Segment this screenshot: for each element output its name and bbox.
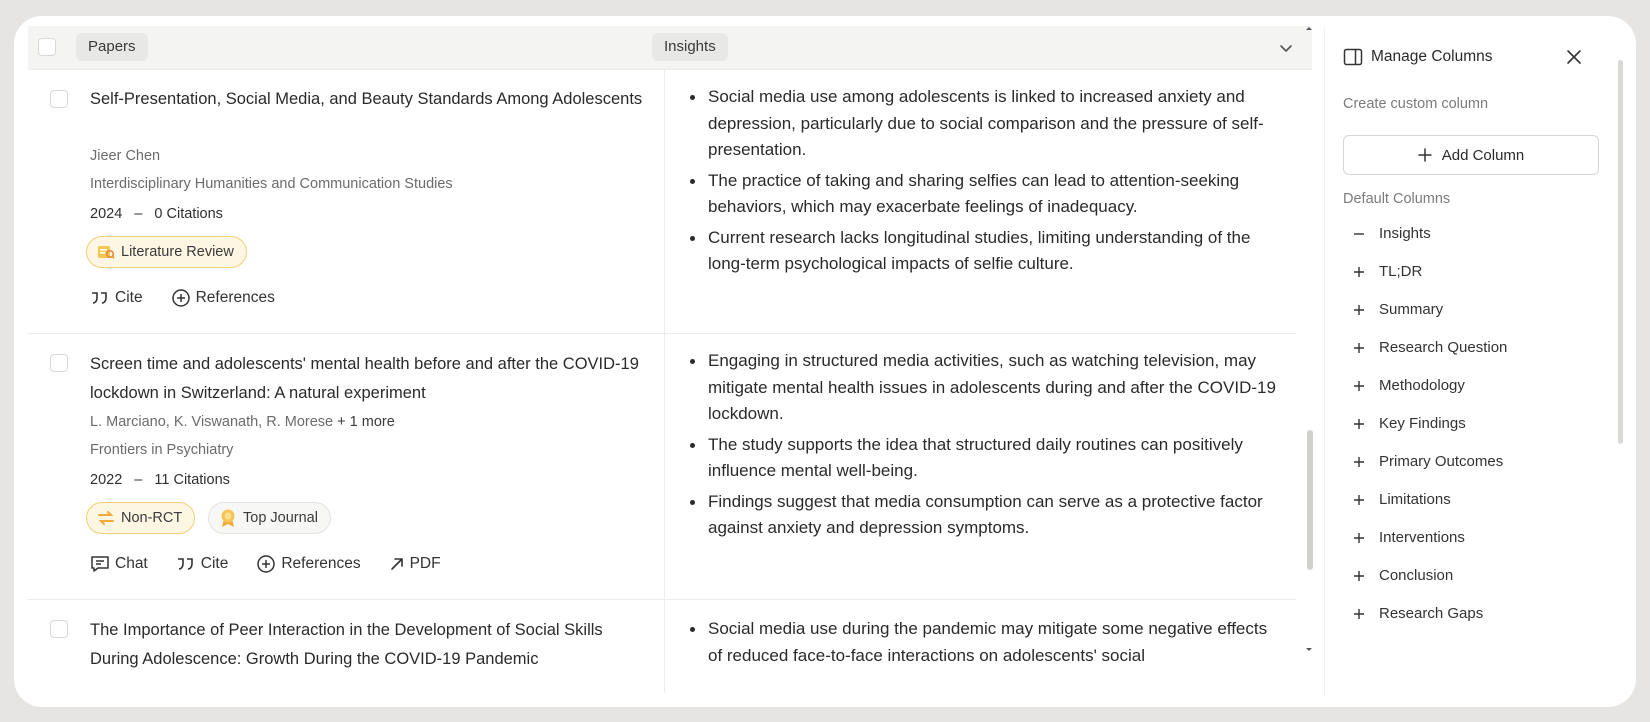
badge-label: Non-RCT [121, 510, 183, 526]
add-column-button[interactable] [1343, 135, 1599, 175]
table-row [28, 70, 1296, 334]
panel-title: Manage Columns [1371, 48, 1493, 65]
insight-item: Social media use among adolescents is linked to increased anxiety and depression, particularly due to social comparison and the pressure of self-presentation. [688, 84, 1278, 164]
paper-authors: L. Marciano, K. Viswanath, R. Morese [90, 414, 334, 430]
award-icon [219, 508, 237, 528]
paper-citations: 0 Citations [154, 206, 223, 222]
close-icon[interactable] [1566, 49, 1582, 65]
plus-circle-icon [171, 288, 191, 308]
scroll-down-icon[interactable] [1304, 646, 1314, 654]
scroll-up-icon[interactable] [1304, 24, 1314, 32]
insights-list [688, 348, 1278, 546]
add-column-label: Add Column [1441, 146, 1525, 164]
column-label: Key Findings [1379, 415, 1466, 432]
review-icon [97, 244, 115, 260]
column-item-insights[interactable] [1353, 225, 1431, 242]
paper-year: 2022 [90, 472, 123, 488]
column-header-insights[interactable]: Insights [652, 33, 728, 61]
column-item-research-question[interactable] [1353, 339, 1507, 356]
paper-title[interactable]: Screen time and adolescents' mental health before and after the COVID-19 lockdown in Switzerland: A natural experiment [90, 355, 639, 402]
app-frame [14, 16, 1636, 707]
default-columns-label: Default Columns [1343, 191, 1451, 207]
insights-list [688, 84, 1278, 282]
panel-scrollbar[interactable] [1618, 60, 1623, 444]
paper-citations: 11 Citations [154, 472, 230, 488]
separator: – [134, 206, 143, 222]
chat-icon [90, 555, 110, 573]
cite-button[interactable] [90, 288, 143, 308]
table-row [28, 600, 1296, 693]
references-button[interactable] [256, 554, 360, 574]
row-checkbox[interactable] [50, 90, 68, 108]
external-arrow-icon [389, 556, 405, 572]
papers-table [28, 26, 1312, 693]
paper-journal: Interdisciplinary Humanities and Communication Studies [90, 176, 453, 192]
paper-journal: Frontiers in Psychiatry [90, 442, 234, 458]
more-authors-link[interactable]: + 1 more [337, 414, 395, 430]
paper-year-citations [90, 206, 223, 222]
create-custom-label: Create custom column [1343, 96, 1489, 112]
plus-icon [1353, 418, 1365, 430]
plus-icon [1353, 304, 1365, 316]
paper-year: 2024 [90, 206, 123, 222]
references-label: References [195, 289, 275, 306]
column-label: Research Question [1379, 339, 1508, 356]
cite-button[interactable] [176, 554, 229, 574]
references-label: References [281, 555, 361, 572]
insight-item: Social media use during the pandemic may mitigate some negative effects of reduced face-to-face interactions on adolescents' social [688, 616, 1278, 669]
scroll-thumb[interactable] [1307, 430, 1313, 570]
paper-authors-line [90, 414, 395, 430]
column-label: TL;DR [1379, 263, 1423, 280]
separator: – [134, 472, 143, 488]
plus-icon [1353, 532, 1365, 544]
column-item-limitations[interactable] [1353, 491, 1451, 508]
insight-item: Current research lacks longitudinal studies, limiting understanding of the long-term psychological impacts of selfie culture. [688, 225, 1278, 278]
insight-item: Engaging in structured media activities, such as watching television, may mitigate mental health issues in adolescents during and after the COVID-19 lockdown. [688, 348, 1278, 428]
column-header-papers[interactable]: Papers [76, 33, 148, 61]
manage-columns-panel [1324, 28, 1624, 696]
column-item-interventions[interactable] [1353, 529, 1465, 546]
column-item-methodology[interactable] [1353, 377, 1465, 394]
plus-icon [1353, 570, 1365, 582]
insight-item: The practice of taking and sharing selfies can lead to attention-seeking behaviors, which may exacerbate feelings of inadequacy. [688, 168, 1278, 221]
quote-icon [90, 290, 110, 306]
paper-title[interactable]: The Importance of Peer Interaction in the Development of Social Skills During Adolescence: Growth During the COVID-19 Pandemic [90, 621, 603, 668]
column-item-key-findings[interactable] [1353, 415, 1466, 432]
column-item-research-gaps[interactable] [1353, 605, 1483, 622]
table-scrollbar[interactable] [1304, 24, 1314, 696]
row-checkbox[interactable] [50, 354, 68, 372]
column-label: Methodology [1379, 377, 1465, 394]
cite-label: Cite [200, 555, 229, 572]
row-checkbox[interactable] [50, 620, 68, 638]
plus-icon [1353, 266, 1365, 278]
paper-year-citations [90, 472, 230, 488]
chevron-down-icon[interactable] [1278, 40, 1294, 56]
pdf-label: PDF [409, 555, 441, 572]
row-actions [90, 554, 441, 574]
cite-label: Cite [115, 289, 143, 306]
column-label: Insights [1379, 225, 1431, 242]
insights-list [688, 616, 1278, 673]
minus-icon [1353, 228, 1365, 240]
quote-icon [176, 556, 196, 572]
badge-non-rct [86, 502, 195, 534]
column-item-tldr[interactable] [1353, 263, 1422, 280]
column-label: Research Gaps [1379, 605, 1484, 622]
badge-top-journal [208, 502, 331, 534]
badge-literature-review [86, 236, 247, 268]
plus-circle-icon [256, 554, 276, 574]
badge-label: Top Journal [243, 510, 318, 526]
row-actions [90, 288, 275, 308]
column-item-summary[interactable] [1353, 301, 1443, 318]
column-item-primary-outcomes[interactable] [1353, 453, 1503, 470]
plus-icon [1353, 494, 1365, 506]
insight-item: The study supports the idea that structured daily routines can positively influence mental well-being. [688, 432, 1278, 485]
plus-icon [1353, 608, 1365, 620]
column-label: Interventions [1379, 529, 1465, 546]
chat-button[interactable] [90, 554, 148, 574]
table-header [28, 26, 1312, 70]
paper-title[interactable]: Self-Presentation, Social Media, and Beauty Standards Among Adolescents [90, 90, 643, 108]
arrows-swap-icon [97, 510, 115, 526]
plus-icon [1353, 342, 1365, 354]
table-row [28, 334, 1296, 600]
column-label: Primary Outcomes [1379, 453, 1504, 470]
chat-label: Chat [115, 555, 148, 572]
column-item-conclusion[interactable] [1353, 567, 1453, 584]
column-label: Conclusion [1379, 567, 1454, 584]
plus-icon [1418, 148, 1432, 162]
paper-authors: Jieer Chen [90, 148, 161, 164]
badge-label: Literature Review [121, 244, 234, 260]
plus-icon [1353, 456, 1365, 468]
references-button[interactable] [171, 288, 275, 308]
column-label: Summary [1379, 301, 1444, 318]
columns-panel-icon [1343, 48, 1363, 66]
column-label: Limitations [1379, 491, 1451, 508]
pdf-button[interactable] [389, 554, 441, 574]
insight-item: Findings suggest that media consumption can serve as a protective factor against anxiety and depression symptoms. [688, 489, 1278, 542]
select-all-checkbox[interactable] [38, 38, 56, 56]
plus-icon [1353, 380, 1365, 392]
